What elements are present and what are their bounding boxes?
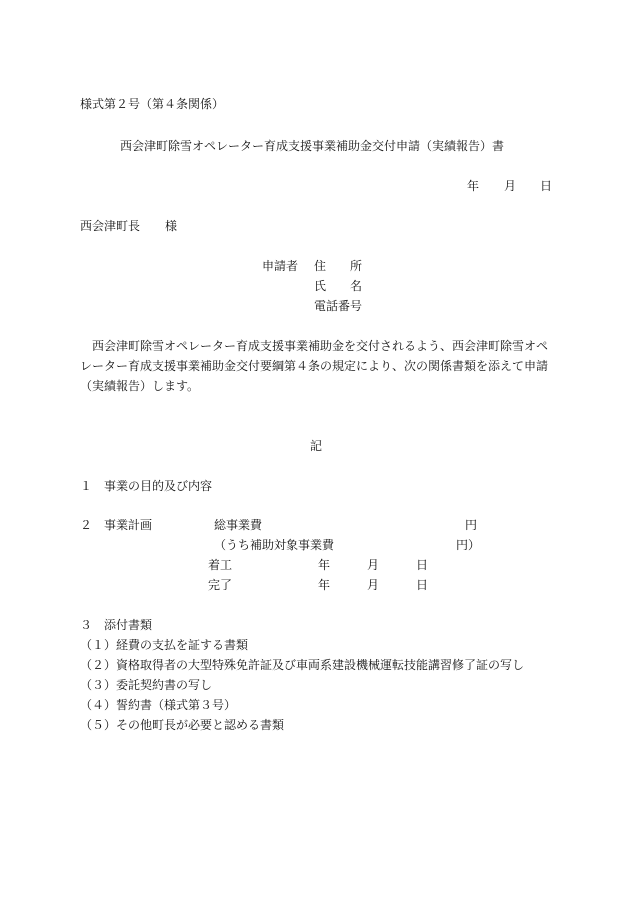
section-3-label: 添付書類 (104, 618, 153, 632)
name-label: 氏 名 (314, 279, 363, 293)
section-3-number: ３ (80, 618, 93, 632)
total-cost-label: 総事業費 (214, 518, 263, 532)
phone-label: 電話番号 (314, 299, 363, 313)
form-number: 様式第２号（第４条関係） (80, 97, 225, 111)
attachment-item: （１）経費の支払を証する書類 (80, 638, 249, 652)
complete-year: 年 (318, 578, 331, 592)
section-2-number: ２ (80, 518, 93, 532)
section-2-label: 事業計画 (104, 518, 153, 532)
addressee-name: 西会津町長 (80, 219, 141, 233)
body-line-2: レーター育成支援事業補助金交付要綱第４条の規定により、次の関係書類を添えて申請 (80, 359, 549, 373)
subsidy-target-label: （うち補助対象事業費 (214, 538, 335, 552)
attachment-item: （５）その他町長が必要と認める書類 (80, 718, 285, 732)
subsidy-target-yen: 円） (456, 538, 481, 552)
start-year: 年 (318, 558, 331, 572)
addressee-honorific: 様 (165, 219, 178, 233)
applicant-label: 申請者 (262, 259, 299, 273)
address-label: 住 所 (314, 259, 363, 273)
section-1-label: 事業の目的及び内容 (104, 479, 213, 493)
document-title: 西会津町除雪オペレーター育成支援事業補助金交付申請（実績報告）書 (120, 139, 505, 153)
attachment-item: （４）誓約書（様式第３号） (80, 698, 237, 712)
body-line-1: 西会津町除雪オペレーター育成支援事業補助金を交付されるよう、西会津町除雪オペ (92, 339, 549, 353)
section-1-number: １ (80, 479, 93, 493)
date-day-label: 日 (540, 179, 553, 193)
complete-day: 日 (416, 578, 429, 592)
date-month-label: 月 (504, 179, 517, 193)
total-cost-yen: 円 (465, 518, 478, 532)
complete-month: 月 (367, 578, 380, 592)
complete-label: 完了 (208, 578, 233, 592)
start-label: 着工 (208, 558, 233, 572)
ki-heading: 記 (310, 439, 323, 453)
date-year-label: 年 (467, 179, 480, 193)
body-line-3: （実績報告）します。 (80, 379, 200, 393)
start-month: 月 (367, 558, 380, 572)
attachment-item: （２）資格取得者の大型特殊免許証及び車両系建設機械運転技能講習修了証の写し (80, 658, 525, 672)
start-day: 日 (416, 558, 429, 572)
attachment-item: （３）委託契約書の写し (80, 678, 213, 692)
